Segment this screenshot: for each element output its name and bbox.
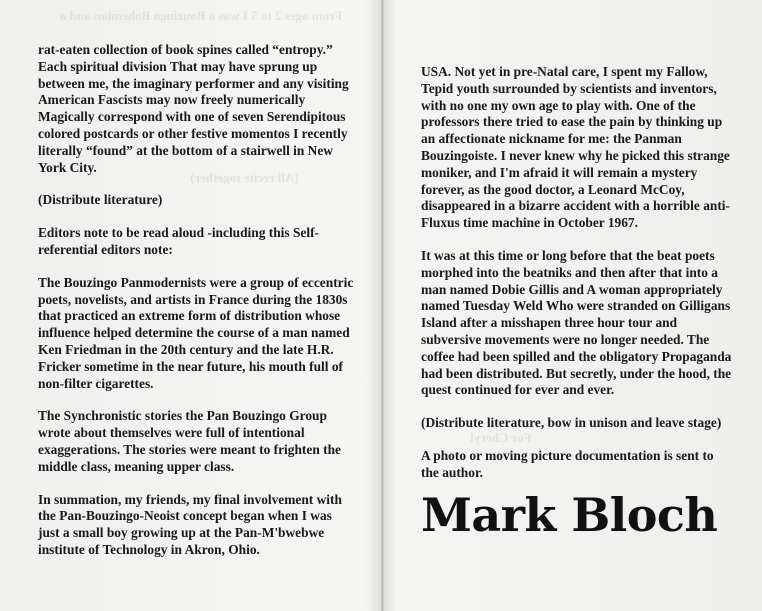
- show-through-text: (All recite together): [190, 170, 299, 185]
- paragraph: A photo or moving picture documentation is sent to the author.: [421, 447, 714, 480]
- paragraph: Editors note to be read aloud -including this Self-referential editors note:: [38, 225, 319, 257]
- stage-direction: (Distribute literature, bow in unison and leave stage): [421, 415, 722, 431]
- author-signature: Mark Bloch: [421, 487, 718, 542]
- show-through-text: For Cheryl: [470, 430, 532, 445]
- center-fold: [381, 0, 384, 611]
- paragraph: The Synchronistic stories the Pan Bouzingo Group wrote about themselves were full of intentional exaggerations. The stories were meant to frighten the middle class, meaning upper class.: [38, 408, 341, 474]
- paragraph: rat-eaten collection of book spines called “entropy.” Each spiritual division That may have sprung up between me, the imaginary performer and any visiting American Fascists may now freely numerically Magically correspond with one of seven Serendipitous colored postcards or other festive momentos I recently literally “found” at the bottom of a stairwell in New York City.: [38, 42, 349, 175]
- paragraph: It was at this time or long before that the beat poets morphed into the beatniks and then after that into a man named Dobie Gillis and A woman appropriately named Tuesday Weld Who were stranded on Gilligans Island after a misshapen three hour tour and subversive movements were no longer needed. The coffee had been spilled and the obligatory Propaganda had been distributed. But secretly, under the hood, the quest continued for ever and ever.: [421, 247, 732, 398]
- left-page: [38, 42, 354, 575]
- paragraph: The Bouzingo Panmodernists were a group of eccentric poets, novelists, and artists in France during the 1830s that practiced an extreme form of distribution whose influence helped determine the course of a man named Ken Friedman in the 20th century and the late H.R. Fricker sometime in the near future, his mouth full of non-filter cigarettes.: [38, 274, 354, 391]
- right-page: [421, 64, 733, 542]
- show-through-text: From ages 2 to 5 I was a Bouzingo Bohemian and a: [60, 8, 343, 23]
- stage-direction: (Distribute literature): [38, 192, 163, 208]
- paragraph: USA. Not yet in pre-Natal care, I spent my Fallow, Tepid youth surrounded by scientists and inventors, with no one my own age to play with. One of the professors there tried to ease the pain by thinking up an affectionate nickname for me: the Panman Bouzingoiste. I never knew why he picked this strange moniker, and I'm afraid it will remain a mystery forever, as the good doctor, a Leonard McCoy, disappeared in a bizarre accident with a horrible anti-Fluxus time machine in October 1967.: [421, 64, 730, 231]
- paragraph: In summation, my friends, my final involvement with the Pan-Bouzingo-Neoist concept began when I was just a small boy growing up at the Pan-M'bwebwe institute of Technology in Akron, Ohio.: [38, 491, 342, 557]
